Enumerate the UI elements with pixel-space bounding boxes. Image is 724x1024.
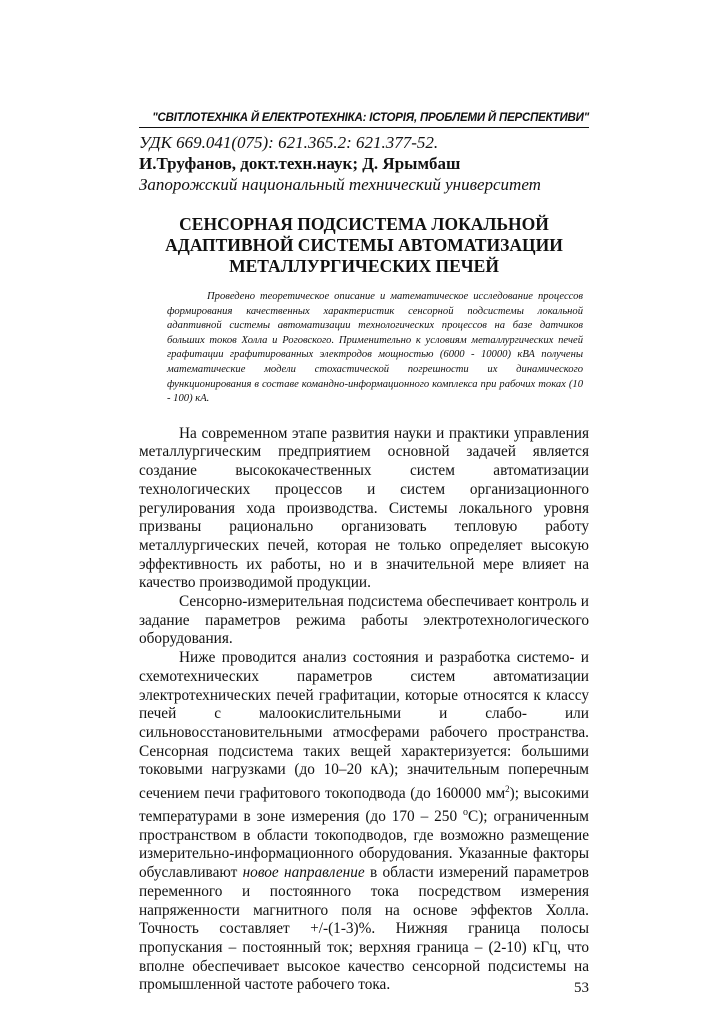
paper-page (139, 112, 589, 1012)
paragraph-3-text-b: ); высокими температурами в зоне измерения (до 170 – 250 (139, 785, 589, 825)
paragraph-3-text-c: С); ограниченным пространством в области токоподводов, где возможно размещение измерительно-информационного оборудования. Указанные факторы обуславливают (139, 808, 589, 882)
paragraph-2: Сенсорно-измерительная подсистема обеспечивает контроль и задание параметров режима работы электротехнологического оборудования. (139, 593, 589, 648)
paragraph-3-text-a: Ниже проводится анализ состояния и разработка системо- и схемотехнических параметров систем автоматизации электротехнических печей графитации, которые относятся к классу печей с малоокислительными и слабо- или сильновосстановительными атмосферами рабочего пространства. Сенсорная подсистема таких вещей характеризуется: большими токовыми нагрузками (до 10–20 кА); значительным поперечным сечением печи графитового токоподвода (до 160000 мм (139, 649, 589, 803)
udk-code: УДК 669.041(075): 621.365.2: 621.377-52. (139, 133, 439, 152)
paragraph-1: На современном этапе развития науки и практики управления металлургическим предприятием основной задачей является создание высококачественных систем автоматизации технологических процессов и систем организационного регулирования хода производства. Системы локального уровня призваны рационально организовать тепловую работу металлургических печей, которая не только определяет высокую эффективность их работы, но и в значительной мере влияет на качество производимой продукции. (139, 424, 589, 592)
emphasis-new-direction: новое направление (242, 864, 365, 882)
paragraph-3 (139, 649, 589, 995)
abstract: Проведено теоретическое описание и математическое исследование процессов формирования качественных характеристик сенсорной подсистемы локальной адаптивной системы автоматизации технологических процессов на базе датчиков больших токов Холла и Роговского. Применительно к условиям металлургических печей графитации графитированных электродов мощностью (6000 - 10000) кВА получены математические модели стохастической погрешности их динамического функционирования в составе командно-информационного комплекса при рабочих токах (10 - 100) кА. (167, 291, 583, 405)
paragraph-3-text-d: в области измерений параметров переменного и постоянного тока посредством измерения напряженности магнитного поля на основе эффектов Холла. Точность составляет +/-(1-3)%. Нижняя граница полосы пропускания – постоянный ток; верхняя граница – (2-10) кГц, что вполне обеспечивает высокое качество сенсорной подсистемы на промышленной частоте рабочего тока. (139, 864, 589, 994)
authors: И.Труфанов, докт.техн.наук; Д. Ярымбаш (139, 154, 461, 173)
running-head: "СВІТЛОТЕХНІКА Й ЕЛЕКТРОТЕХНІКА: ІСТОРІЯ, ПРОБЛЕМИ Й ПЕРСПЕКТИВИ" (139, 112, 589, 128)
superscript-2: 2 (505, 784, 510, 795)
affiliation: Запорожский национальный технический университет (139, 175, 541, 194)
page-number: 53 (574, 980, 589, 996)
degree-superscript: о (463, 806, 468, 818)
paper-title: СЕНСОРНАЯ ПОДСИСТЕМА ЛОКАЛЬНОЙ АДАПТИВНОЙ СИСТЕМЫ АВТОМАТИЗАЦИИ МЕТАЛЛУРГИЧЕСКИХ ПЕЧЕЙ (165, 214, 563, 276)
body-text (139, 425, 589, 995)
